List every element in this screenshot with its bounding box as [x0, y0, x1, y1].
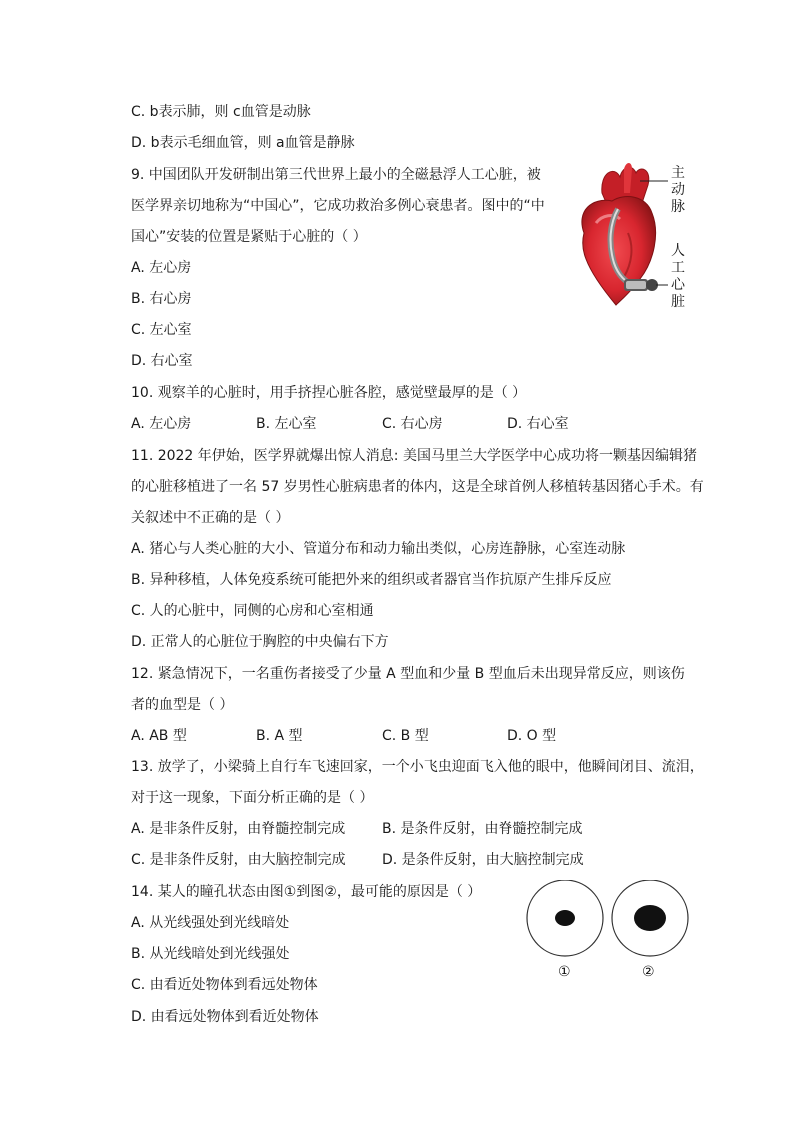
q14-option-a: A. 从光线强处到光线暗处 — [131, 915, 290, 931]
q13-stem-line-1: 13. 放学了，小梁骑上自行车飞速回家，一个小飞虫迎面飞入他的眼中，他瞬间闭目、流泪， — [131, 759, 704, 775]
q12-option-c: C. B 型 — [382, 728, 429, 744]
q14-stem: 14. 某人的瞳孔状态由图①到图②，最可能的原因是（ ） — [131, 884, 482, 900]
q9-option-a: A. 左心房 — [131, 260, 192, 276]
q10-stem: 10. 观察羊的心脏时，用手挤捏心脏各腔，感觉壁最厚的是（ ） — [131, 385, 527, 401]
q8-option-c: C. b表示肺，则 c血管是动脉 — [131, 104, 311, 120]
q13-option-d: D. 是条件反射，由大脑控制完成 — [382, 852, 584, 868]
q9-option-b: B. 右心房 — [131, 291, 192, 307]
q13-stem-line-2: 对于这一现象，下面分析正确的是（ ） — [131, 790, 374, 806]
q12-option-d: D. O 型 — [507, 728, 557, 744]
q11-option-d: D. 正常人的心脏位于胸腔的中央偏右下方 — [131, 634, 389, 650]
q13-option-c: C. 是非条件反射，由大脑控制完成 — [131, 852, 346, 868]
artificial-heart-label-char: 心 — [671, 277, 685, 293]
pupil-figure — [520, 880, 700, 990]
q11-stem-line-2: 的心脏移植进了一名 57 岁男性心脏病患者的体内，这是全球首例人移植转基因猪心手术。有 — [131, 479, 704, 495]
q10-option-b: B. 左心室 — [256, 416, 317, 432]
q12-option-a: A. AB 型 — [131, 728, 187, 744]
q11-option-c: C. 人的心脏中，同侧的心房和心室相通 — [131, 603, 374, 619]
q9-option-d: D. 右心室 — [131, 353, 193, 369]
q11-stem-line-1: 11. 2022 年伊始，医学界就爆出惊人消息: 美国马里兰大学医学中心成功将一颗基因编辑猪 — [131, 448, 697, 464]
artificial-heart-label-char: 工 — [671, 260, 685, 276]
q11-option-b: B. 异种移植，人体免疫系统可能把外来的组织或者器官当作抗原产生排斥反应 — [131, 572, 612, 588]
pupil-label-2: ② — [642, 964, 655, 980]
q13-option-b: B. 是条件反射，由脊髓控制完成 — [382, 821, 583, 837]
artificial-heart-label-char: 人 — [671, 243, 685, 259]
q10-option-d: D. 右心室 — [507, 416, 569, 432]
q10-option-a: A. 左心房 — [131, 416, 192, 432]
q11-stem-line-3: 关叙述中不正确的是（ ） — [131, 510, 290, 526]
aorta-label-char: 脉 — [671, 199, 685, 215]
pupil-illustration — [520, 880, 700, 990]
q14-option-c: C. 由看近处物体到看远处物体 — [131, 977, 318, 993]
q9-stem-line-2: 医学界亲切地称为“中国心”，它成功救治多例心衰患者。图中的“中 — [131, 198, 545, 214]
artificial-heart-label — [670, 243, 686, 311]
q11-option-a: A. 猪心与人类心脏的大小、管道分布和动力输出类似，心房连静脉，心室连动脉 — [131, 541, 626, 557]
q14-option-d: D. 由看远处物体到看近处物体 — [131, 1009, 319, 1025]
pupil-label-1: ① — [558, 964, 571, 980]
q10-option-c: C. 右心房 — [382, 416, 443, 432]
q9-option-c: C. 左心室 — [131, 322, 192, 338]
artificial-heart-label-char: 脏 — [671, 294, 685, 310]
aorta-label — [670, 165, 686, 216]
aorta-label-char: 动 — [671, 182, 685, 198]
q12-stem-line-1: 12. 紧急情况下，一名重伤者接受了少量 A 型血和少量 B 型血后未出现异常反应，则该伤 — [131, 666, 685, 682]
aorta-label-char: 主 — [671, 165, 685, 181]
q14-option-b: B. 从光线暗处到光线强处 — [131, 946, 290, 962]
q9-stem-line-3: 国心”安装的位置是紧贴于心脏的（ ） — [131, 229, 367, 245]
q8-option-d: D. b表示毛细血管，则 a血管是静脉 — [131, 135, 355, 151]
q9-stem-line-1: 9. 中国团队开发研制出第三代世界上最小的全磁悬浮人工心脏，被 — [131, 167, 541, 183]
artificial-heart-figure — [562, 163, 702, 313]
q12-stem-line-2: 者的血型是（ ） — [131, 697, 234, 713]
q13-option-a: A. 是非条件反射，由脊髓控制完成 — [131, 821, 346, 837]
q12-option-b: B. A 型 — [256, 728, 303, 744]
